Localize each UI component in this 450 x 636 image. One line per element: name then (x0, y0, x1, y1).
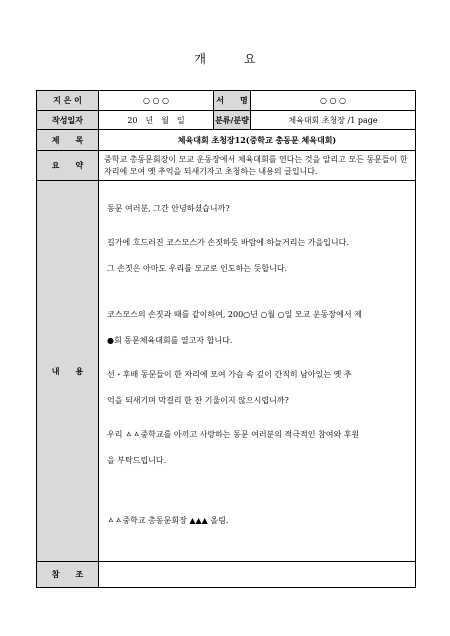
content-label: 내 용 (37, 181, 99, 562)
content-line-2: 길가에 흐드러진 코스모스가 손짓하듯 바람에 하늘거리는 가을입니다. (107, 238, 349, 248)
content-line-6a: 우리 ㅿㅿ중학교를 아끼고 사랑하는 동문 여러분의 적극적인 참여와 후원 (107, 430, 360, 440)
content-line-5a: 선・후배 동문들이 한 자리에 모여 가슴 속 깊이 간직히 남아있는 옛 추 (107, 370, 352, 380)
content-body (99, 181, 416, 562)
reference-label: 참 조 (37, 562, 99, 588)
category-value: 체육대회 초청장 /1 page (251, 110, 416, 130)
content-line-4b: ●회 동문체육대회를 열고자 합니다. (107, 336, 233, 346)
content-greeting: 동문 여러분, 그간 안녕하셨습니까? (107, 204, 230, 214)
subject-value: 체육대회 초청장12(중학교 총동문 체육대회) (99, 130, 416, 151)
content-line-5b: 억을 되새기며 막걸리 한 잔 기울이지 않으시렵니까? (107, 396, 289, 406)
date-value: 20 년 월 일 (99, 110, 214, 130)
content-line-4a: 코스모스의 손짓과 때를 같이하여, 200○년 ○월 ○일 모교 운동장에서 제 (107, 310, 362, 320)
author-label: 지 은 이 (37, 91, 99, 111)
overview-form-table (36, 90, 416, 588)
name-label: 서 명 (214, 91, 251, 111)
title-part-1: 개 (194, 52, 206, 66)
summary-label: 요 약 (37, 151, 99, 181)
date-label: 작성일자 (37, 110, 99, 130)
content-line-3: 그 손짓은 아마도 우리를 모교로 인도하는 듯합니다. (107, 264, 288, 274)
summary-value: 중학교 총동문회장이 모교 운동장에서 체육대회를 연다는 것을 알리고 모든 동문들이 한 자리에 모여 옛 추억을 되새기자고 초청하는 내용의 글입니다. (99, 151, 416, 181)
page-title (0, 50, 450, 67)
content-signature: ㅿㅿ중학교 총동문회장 ▲▲▲ 올림. (107, 516, 229, 526)
title-part-2: 요 (244, 52, 256, 66)
category-label: 분류/분량 (214, 110, 251, 130)
reference-value (99, 562, 416, 588)
content-line-6b: 을 부탁드립니다. (107, 456, 167, 466)
name-value: ○ ○ ○ (251, 91, 416, 111)
author-value: ○ ○ ○ (99, 91, 214, 111)
subject-label: 제 목 (37, 130, 99, 151)
